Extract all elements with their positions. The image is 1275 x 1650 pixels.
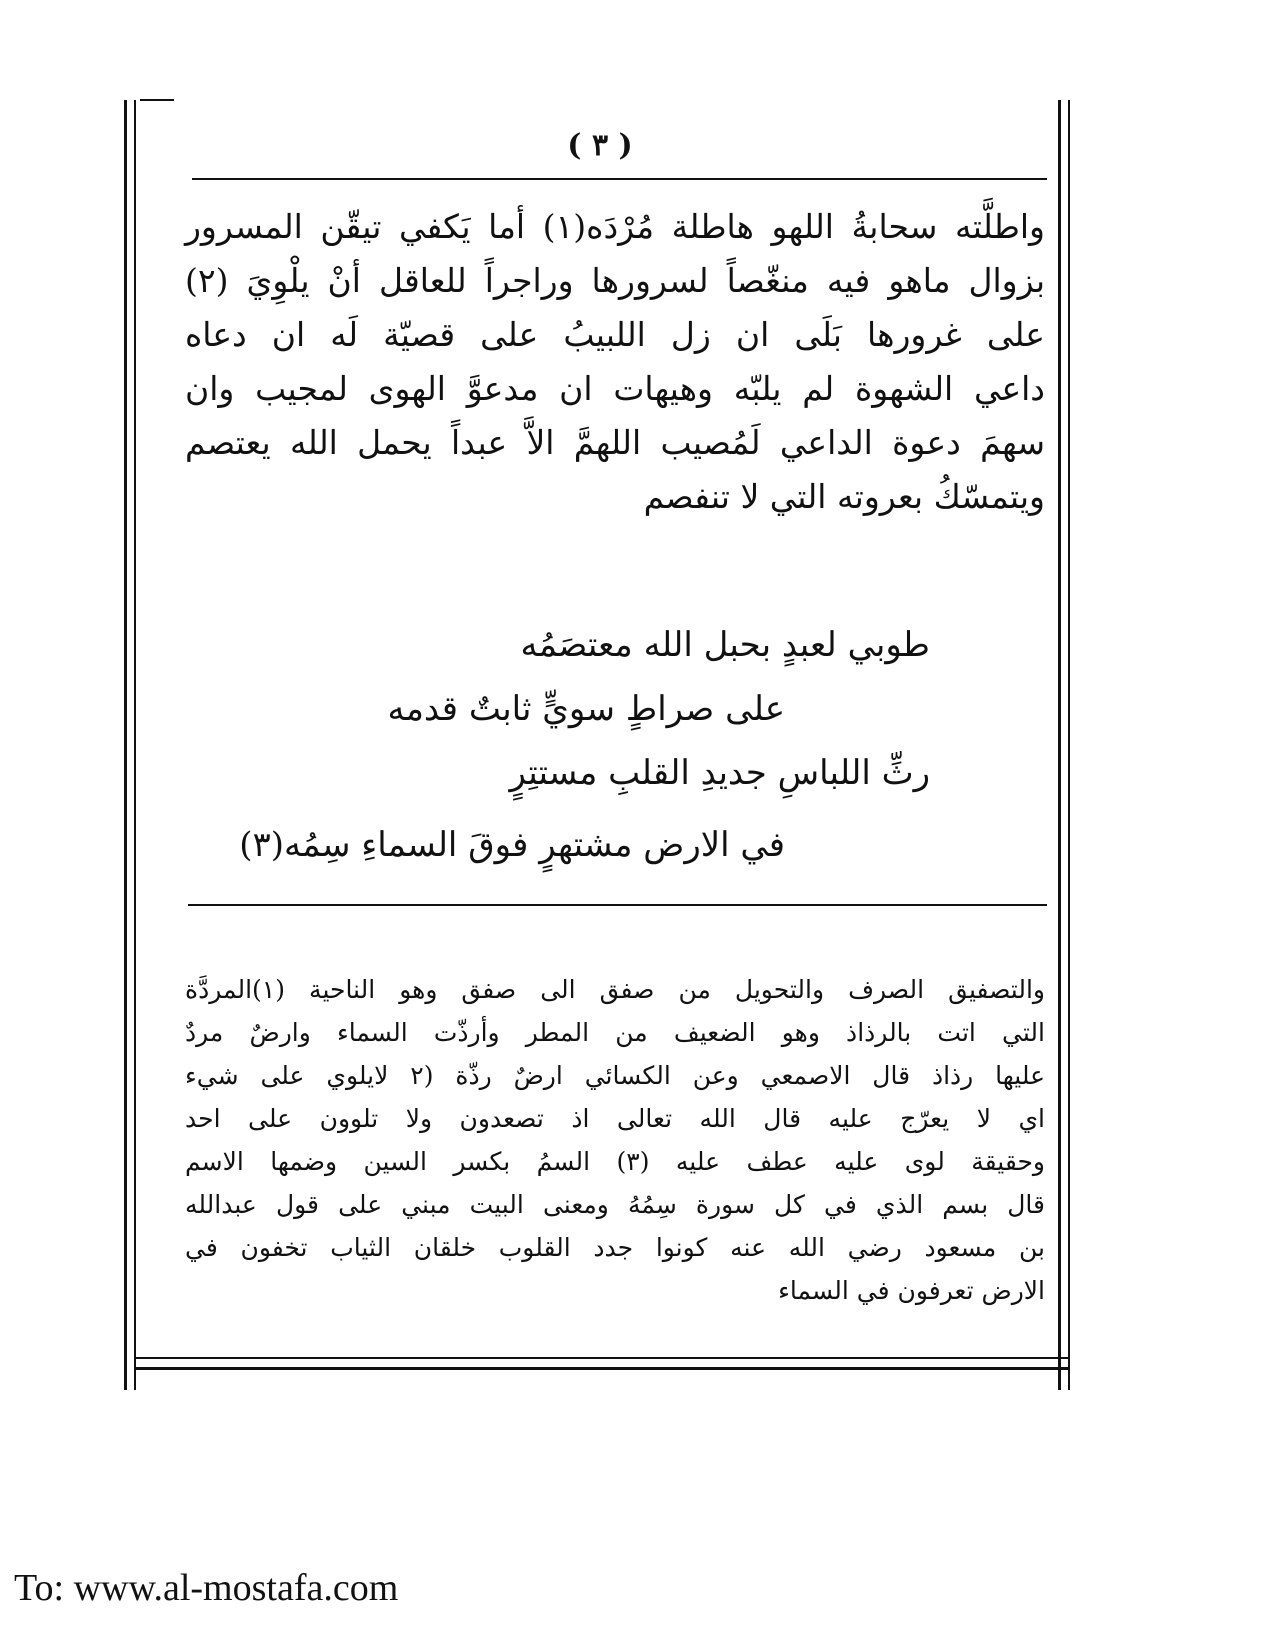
text-line: واطلَّته سحابةُ اللهو هاطلة مُرْدَه(١) أما يَكفي تيقّن المسرور [185,207,1045,246]
text-line: ويتمسّكُ بعروته التي لا تنفصم [643,477,1045,516]
text-line: بزوال ماهو فيه منغّصاً لسرورها وراجراً للعاقل أنْ يلْوِيَ (٢) [185,261,1045,300]
right-border-inner [1058,100,1061,1390]
poem-verse: رثِّ اللباسِ جديدِ القلبِ مستتِرٍ [509,753,930,793]
footnote-line: التي اتت بالرذاذ وهو الضعيف من المطر وأرذّت السماء وارضٌ مردٌ [185,1018,1045,1047]
footnote-line: والتصفيق الصرف والتحويل من صفق الى صفق وهو الناحية (١)المردَّة [185,975,1045,1004]
footnote-line: اي لا يعرّج عليه قال الله تعالى اذ تصعدون ولا تلوون على احد [185,1104,1045,1133]
text-line: داعي الشهوة لم يلبّه وهيهات ان مدعوَّ الهوى لمجيب وان [185,369,1045,408]
corner-dash [140,99,174,101]
footnote-line: قال بسم الذي في كل سورة سِمُهُ ومعنى البيت مبني على قول عبدالله [185,1190,1045,1219]
bottom-rule-lower [134,1367,1070,1370]
right-border-outer [1068,100,1070,1390]
poem-verse: في الارض مشتهرٍ فوقَ السماءِ سِمُه(٣) [239,825,785,865]
bottom-rule-upper [134,1357,1070,1359]
footnote-line: وحقيقة لوى عليه عطف عليه (٣) السمُ بكسر السين وضمها الاسم [185,1147,1045,1176]
left-border-outer [124,100,127,1390]
header-rule [192,178,1047,180]
footnote-line: بن مسعود رضي الله عنه كونوا جدد القلوب خلقان الثياب تخفون في [185,1233,1045,1262]
footnote-line: عليها رذاذ قال الاصمعي وعن الكسائي ارضٌ رذّة (٢ لايلوي على شيء [185,1061,1046,1090]
main-text [185,200,1045,524]
poem-verse: على صراطٍ سويٍّ ثابتٌ قدمه [387,689,785,729]
text-line: على غرورها بَلَى ان زل اللبيبُ على قصيّة لَه ان دعاه [185,315,1045,354]
poem-verse: طوبي لعبدٍ بحبل الله معتصَمُه [520,625,930,665]
footnote-rule [188,904,1047,906]
footnotes [185,968,1045,1312]
footnote-line: الارض تعرفون في السماء [778,1276,1045,1305]
page-number: ( ٣ ) [567,128,633,163]
left-border-inner [134,100,136,1390]
source-url: To: www.al-mostafa.com [14,1567,399,1609]
text-line: سهمَ دعوة الداعي لَمُصيب اللهمَّ الاَّ عبداً يحمل الله يعتصم [185,423,1045,462]
